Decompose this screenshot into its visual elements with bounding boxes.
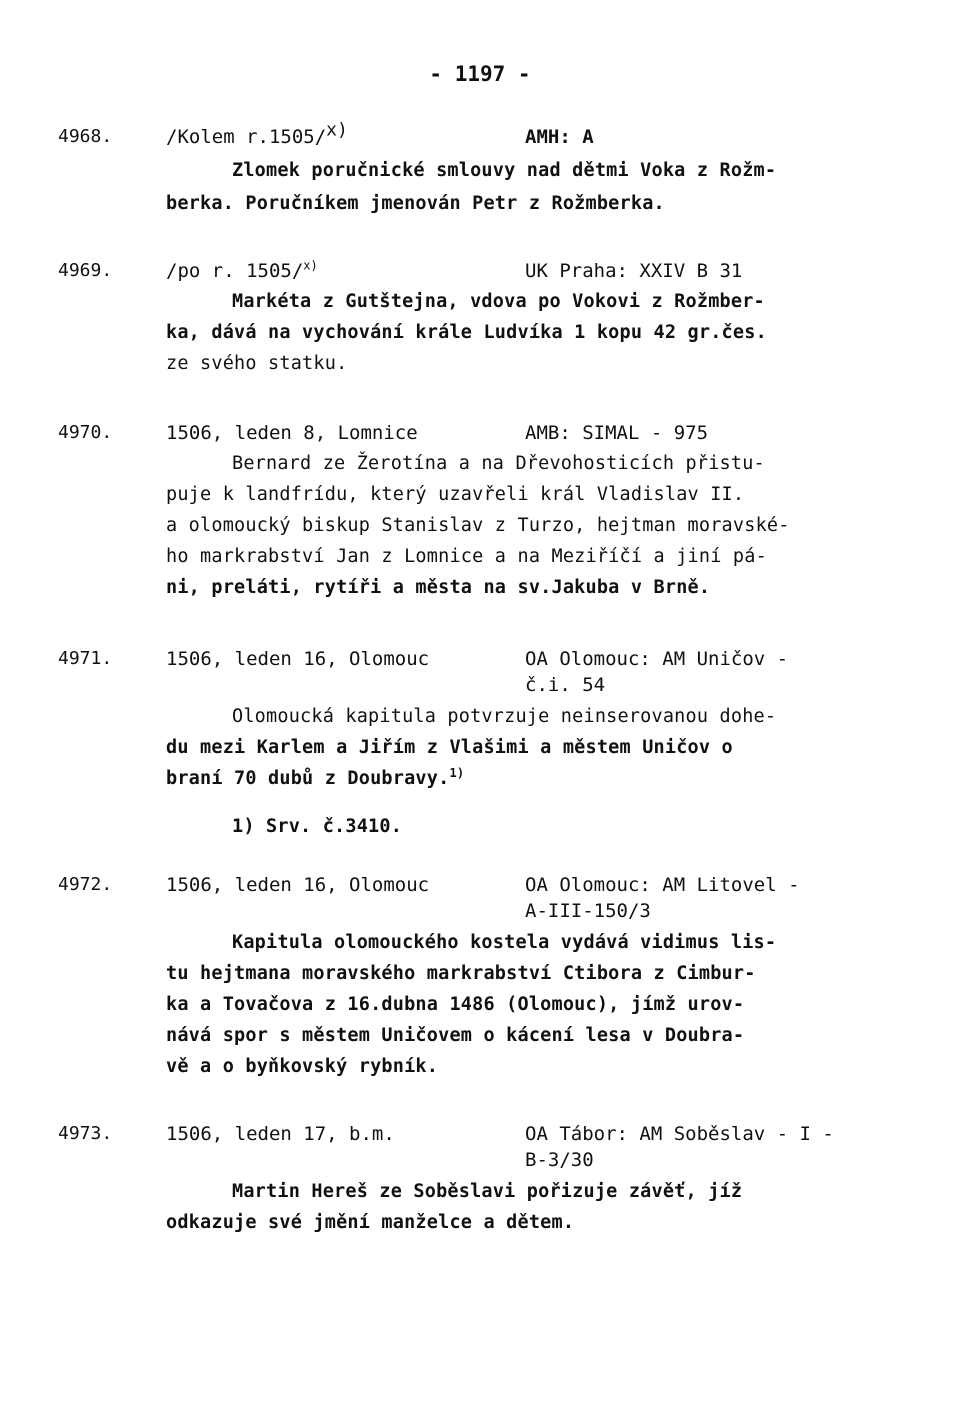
entry-text-line: Bernard ze Žerotína a na Dřevohosticích přistu- [232,453,765,474]
entry-text-line: tu hejtmana moravského markrabství Ctibora z Cimbur- [166,963,756,984]
entry-text-line: Zlomek poručnické smlouvy nad dětmi Voka z Rožm- [232,160,777,181]
entry-text-line: Kapitula olomouckého kostela vydává vidimus lis- [232,932,777,953]
entry-number: 4972. [58,874,113,895]
entry-date: 1506, leden 8, Lomnice [166,422,418,444]
entry-text-line: ni, preláti, rytíři a města na sv.Jakuba v Brně. [166,577,711,598]
entry-text-line: Martin Hereš ze Soběslavi pořizuje závěť, jíž [232,1181,743,1202]
footnote: 1) Srv. č.3410. [232,816,403,837]
entry-source: AMB: SIMAL - 975 [525,422,709,444]
entry-source: UK Praha: XXIV B 31 [525,260,743,282]
entry-date: 1506, leden 16, Olomouc [166,874,430,896]
entry-text-line: ze svého statku. [166,353,348,374]
entry-number: 4973. [58,1123,113,1144]
entry-date: 1506, leden 16, Olomouc [166,648,430,670]
entry-date: /Kolem r.1505/$^{x)}$ [166,119,348,148]
entry-number: 4969. [58,260,113,281]
entry-source: OA Olomouc: AM Uničov - [525,648,789,670]
entry-source-signature: A-III-150/3 [525,900,651,922]
entry-source: OA Olomouc: AM Litovel - [525,874,800,896]
entry-text-line: ka, dává na vychování krále Ludvíka 1 kopu 42 gr.čes. [166,322,767,343]
entry-source: OA Tábor: AM Soběslav - I - [525,1123,834,1145]
entry-number: 4971. [58,648,113,669]
entry-text-line: ka a Tovačova z 16.dubna 1486 (Olomouc), jímž urov- [166,994,745,1015]
entry-text-line: du mezi Karlem a Jiřím z Vlašimi a městem Uničov o [166,737,733,758]
entry-source-signature: B-3/30 [525,1149,594,1171]
entry-text-line: vě a o byňkovský rybník. [166,1056,439,1077]
entry-text-line: berka. Poručníkem jmenován Petr z Rožmberka. [166,193,665,214]
entry-source: AMH: A [525,126,594,148]
entry-number: 4970. [58,422,113,443]
entry-text-line: braní 70 dubů z Doubravy.$^{1)}$ [166,765,465,789]
entry-date: 1506, leden 17, b.m. [166,1123,395,1145]
entry-text-line: a olomoucký biskup Stanislav z Turzo, hejtman moravské- [166,515,790,536]
entry-date: /po r. 1505/$^{x)}$ [166,258,318,282]
entry-source-signature: č.i. 54 [525,674,606,696]
entry-text-line: ho markrabství Jan z Lomnice a na Meziříčí a jiní pá- [166,546,767,567]
entry-text-line: puje k landfrídu, který uzavřeli král Vladislav II. [166,484,745,505]
entry-text-line: Olomoucká kapitula potvrzuje neinserovanou dohe- [232,706,777,727]
entry-text-line: odkazuje své jmění manželce a dětem. [166,1212,575,1233]
entry-number: 4968. [58,126,113,147]
entry-text-line: Markéta z Gutštejna, vdova po Vokovi z Rožmber- [232,291,765,312]
entry-text-line: nává spor s městem Uničovem o kácení lesa v Doubra- [166,1025,745,1046]
page-number: - 1197 - [429,62,531,86]
